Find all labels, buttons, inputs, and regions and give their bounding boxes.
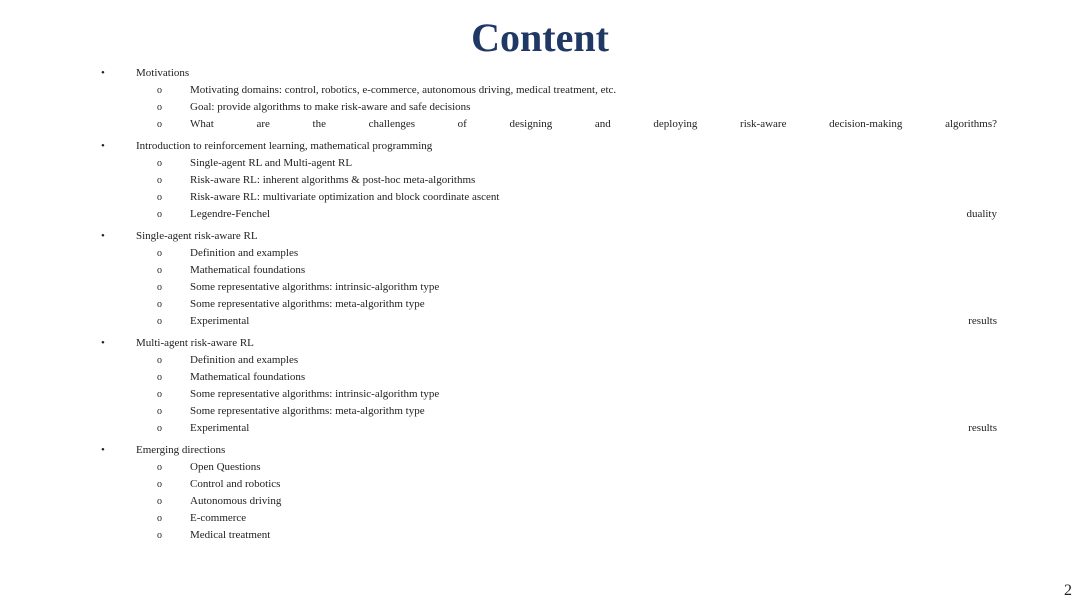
- sub-list: [0, 352, 1080, 437]
- section-row: [0, 228, 1080, 245]
- list-item-text: Mathematical foundations: [190, 371, 306, 383]
- sub-bullet-icon: o: [157, 423, 162, 434]
- sub-list: [0, 459, 1080, 544]
- list-item-trailing-word: duality: [966, 208, 997, 220]
- section-heading: Emerging directions: [136, 444, 226, 456]
- list-item-text: E-commerce: [190, 512, 247, 524]
- list-item-trailing-word: results: [968, 315, 997, 327]
- section-heading: Introduction to reinforcement learning, mathematical programming: [136, 140, 433, 152]
- list-item: [0, 527, 1080, 544]
- list-item-text: Definition and examples: [190, 354, 299, 366]
- list-item: [0, 155, 1080, 172]
- sub-bullet-icon: o: [157, 102, 162, 113]
- list-item-text: Risk-aware RL: inherent algorithms & post-hoc meta-algorithms: [190, 174, 476, 186]
- page-title: Content: [471, 15, 609, 60]
- bullet-icon: •: [101, 337, 105, 349]
- outline-section: [0, 138, 1080, 223]
- list-item: [0, 352, 1080, 369]
- list-item: [0, 296, 1080, 313]
- list-item-text: Experimental: [190, 315, 250, 327]
- list-item: [0, 369, 1080, 386]
- list-item: [0, 459, 1080, 476]
- sub-bullet-icon: o: [157, 248, 162, 259]
- list-item-text: Some representative algorithms: intrinsic-algorithm type: [190, 281, 440, 293]
- sub-bullet-icon: o: [157, 265, 162, 276]
- sub-bullet-icon: o: [157, 299, 162, 310]
- section-heading: Multi-agent risk-aware RL: [136, 337, 254, 349]
- sub-bullet-icon: o: [157, 479, 162, 490]
- list-item-text: Some representative algorithms: intrinsic-algorithm type: [190, 388, 440, 400]
- sub-bullet-icon: o: [157, 406, 162, 417]
- list-item-text: Medical treatment: [190, 529, 271, 541]
- content-outline: [0, 65, 1080, 549]
- section-heading: Motivations: [136, 67, 190, 79]
- list-item-text: Mathematical foundations: [190, 264, 306, 276]
- sub-bullet-icon: o: [157, 530, 162, 541]
- list-item: [0, 189, 1080, 206]
- list-item-text: Some representative algorithms: meta-algorithm type: [190, 298, 425, 310]
- list-item: [0, 510, 1080, 527]
- list-item: [0, 493, 1080, 510]
- page-number: 2: [1064, 582, 1072, 599]
- list-item: [0, 245, 1080, 262]
- list-item-text: Legendre-Fenchel: [190, 208, 271, 220]
- sub-list: [0, 245, 1080, 330]
- section-row: [0, 335, 1080, 352]
- list-item: [0, 99, 1080, 116]
- section-row: [0, 138, 1080, 155]
- list-item: [0, 386, 1080, 403]
- sub-bullet-icon: o: [157, 175, 162, 186]
- list-item: [0, 82, 1080, 99]
- sub-bullet-icon: o: [157, 85, 162, 96]
- list-item: [0, 420, 1080, 437]
- list-item-text: Definition and examples: [190, 247, 299, 259]
- sub-bullet-icon: o: [157, 316, 162, 327]
- sub-bullet-icon: o: [157, 389, 162, 400]
- list-item: [0, 262, 1080, 279]
- sub-list: [0, 82, 1080, 133]
- bullet-icon: •: [101, 444, 105, 456]
- sub-bullet-icon: o: [157, 372, 162, 383]
- bullet-icon: •: [101, 140, 105, 152]
- list-item-text: What are the challenges of designing and deploying risk-aware decision-making algorithms?: [190, 118, 997, 130]
- bullet-icon: •: [101, 67, 105, 79]
- outline-section: [0, 335, 1080, 437]
- list-item-text: Some representative algorithms: meta-algorithm type: [190, 405, 425, 417]
- list-item-text: Autonomous driving: [190, 495, 282, 507]
- list-item: [0, 206, 1080, 223]
- list-item: [0, 476, 1080, 493]
- sub-bullet-icon: o: [157, 119, 162, 130]
- sub-bullet-icon: o: [157, 209, 162, 220]
- section-row: [0, 65, 1080, 82]
- list-item: [0, 116, 1080, 133]
- list-item-text: Goal: provide algorithms to make risk-aware and safe decisions: [190, 101, 471, 113]
- sub-bullet-icon: o: [157, 192, 162, 203]
- sub-bullet-icon: o: [157, 158, 162, 169]
- list-item-text: Open Questions: [190, 461, 261, 473]
- list-item-trailing-word: results: [968, 422, 997, 434]
- list-item: [0, 279, 1080, 296]
- outline-section: [0, 65, 1080, 133]
- section-row: [0, 442, 1080, 459]
- list-item-text: Motivating domains: control, robotics, e-commerce, autonomous driving, medical treatment, etc.: [190, 84, 617, 96]
- sub-bullet-icon: o: [157, 513, 162, 524]
- outline-section: [0, 228, 1080, 330]
- outline-section: [0, 442, 1080, 544]
- section-heading: Single-agent risk-aware RL: [136, 230, 258, 242]
- sub-bullet-icon: o: [157, 496, 162, 507]
- list-item-text: Single-agent RL and Multi-agent RL: [190, 157, 353, 169]
- sub-bullet-icon: o: [157, 462, 162, 473]
- list-item: [0, 172, 1080, 189]
- sub-bullet-icon: o: [157, 282, 162, 293]
- list-item-text: Control and robotics: [190, 478, 281, 490]
- sub-bullet-icon: o: [157, 355, 162, 366]
- list-item: [0, 313, 1080, 330]
- list-item: [0, 403, 1080, 420]
- list-item-text: Risk-aware RL: multivariate optimization and block coordinate ascent: [190, 191, 500, 203]
- list-item-text: Experimental: [190, 422, 250, 434]
- sub-list: [0, 155, 1080, 223]
- bullet-icon: •: [101, 230, 105, 242]
